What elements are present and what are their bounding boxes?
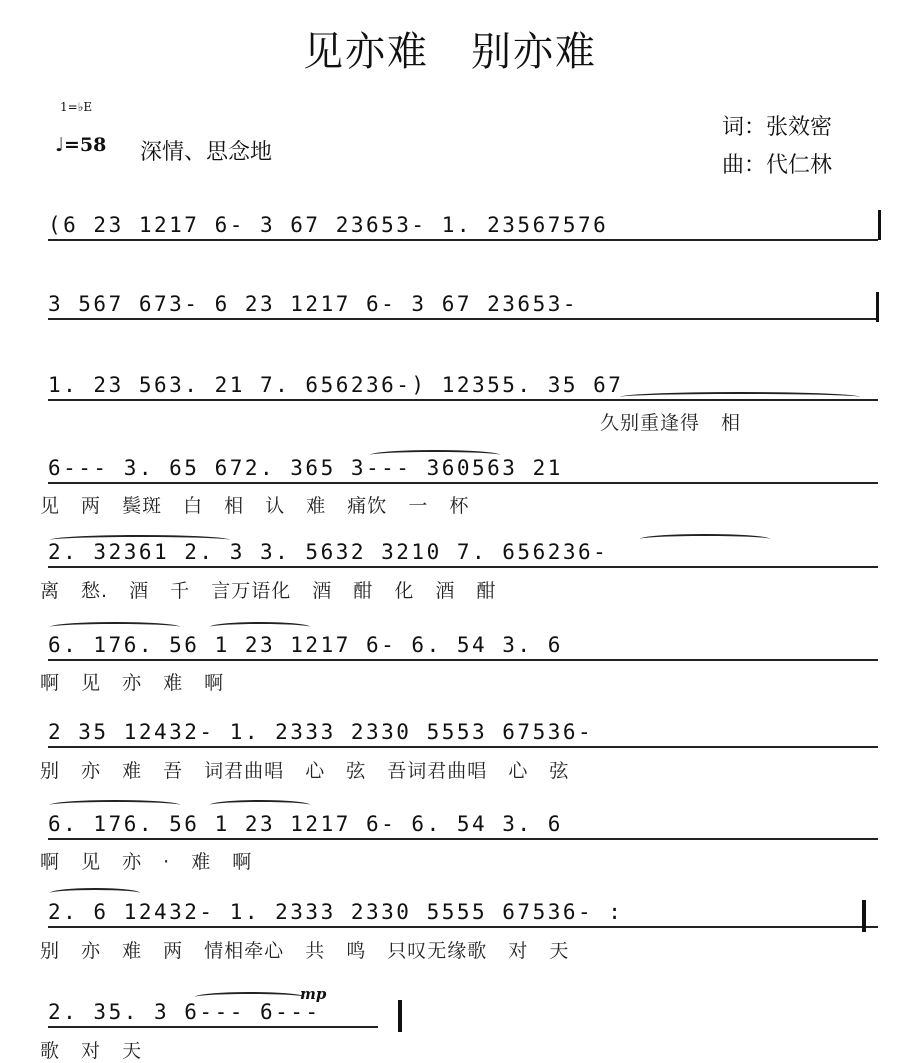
lyric-line: 啊 见 亦 难 啊 bbox=[40, 672, 225, 694]
dynamic-marking: mp bbox=[300, 985, 327, 1003]
composer-credit: 曲：代仁林 bbox=[722, 153, 833, 178]
notation-line: 2. 32361 2. 3 3. 5632 3210 7. 656236- bbox=[48, 540, 878, 568]
lyric-line: 见 两 鬓斑 白 相 认 难 痛饮 一 杯 bbox=[40, 495, 470, 517]
slur-mark bbox=[50, 535, 230, 545]
notation-line: 6--- 3. 65 672. 365 3--- 360563 21 bbox=[48, 456, 878, 484]
notation-line: 2. 35. 3 6--- 6--- bbox=[48, 1000, 378, 1028]
slur-mark bbox=[640, 534, 770, 544]
bar-line bbox=[876, 292, 879, 322]
slur-mark bbox=[50, 888, 140, 898]
notation-line: 2 35 12432- 1. 2333 2330 5553 67536- bbox=[48, 720, 878, 748]
slur-mark bbox=[50, 622, 180, 632]
notation-line: 1. 23 563. 21 7. 656236-) 12355. 35 67 bbox=[48, 373, 878, 401]
slur-mark bbox=[370, 450, 500, 460]
bar-line bbox=[878, 210, 881, 240]
lyric-line: 歌 对 天 bbox=[40, 1040, 143, 1062]
notation-line: 3 567 673- 6 23 1217 6- 3 67 23653- bbox=[48, 292, 878, 320]
notation-line: (6 23 1217 6- 3 67 23653- 1. 23567576 bbox=[48, 213, 878, 241]
song-title: 见亦难 别亦难 bbox=[303, 29, 597, 75]
key-signature: 1=♭E bbox=[60, 100, 93, 114]
lyricist-credit: 词：张效密 bbox=[722, 115, 833, 140]
end-repeat-barline bbox=[862, 900, 866, 932]
slur-mark bbox=[210, 800, 310, 810]
lyric-line: 啊 见 亦 · 难 啊 bbox=[40, 851, 253, 873]
notation-line: 2. 6 12432- 1. 2333 2330 5555 67536- : bbox=[48, 900, 878, 928]
lyric-line: 久别重逢得 相 bbox=[600, 412, 742, 434]
final-barline bbox=[398, 1000, 402, 1032]
lyric-line: 别 亦 难 吾 词君曲唱 心 弦 吾词君曲唱 心 弦 bbox=[40, 760, 570, 782]
slur-mark bbox=[195, 992, 305, 1002]
slur-mark bbox=[50, 800, 180, 810]
lyric-line: 别 亦 难 两 情相牵心 共 鸣 只叹无缘歌 对 天 bbox=[40, 940, 570, 962]
tempo-marking: ♩=58 bbox=[55, 134, 107, 156]
notation-line: 6. 176. 56 1 23 1217 6- 6. 54 3. 6 bbox=[48, 812, 878, 840]
lyric-line: 离 愁. 酒 千 言万语化 酒 酣 化 酒 酣 bbox=[40, 580, 497, 602]
notation-line: 6. 176. 56 1 23 1217 6- 6. 54 3. 6 bbox=[48, 633, 878, 661]
expression-marking: 深情、思念地 bbox=[140, 140, 273, 165]
slur-mark bbox=[210, 622, 310, 632]
slur-mark bbox=[620, 392, 860, 402]
